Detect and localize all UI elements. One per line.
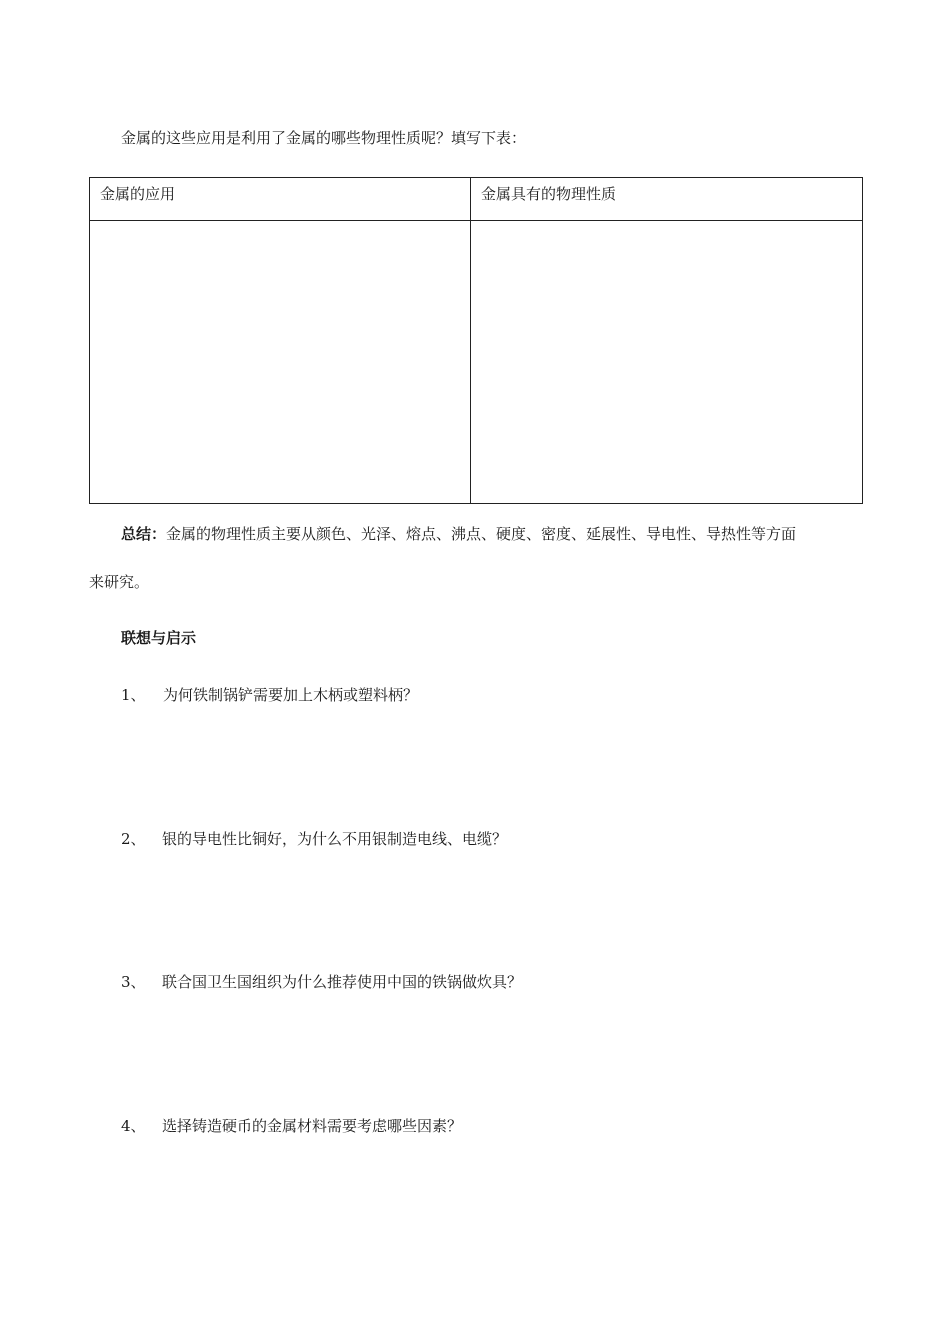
question-number: 4、 — [121, 1117, 146, 1135]
section-heading: 联想与启示 — [121, 629, 197, 647]
fill-in-table — [89, 177, 863, 504]
question-text: 银的导电性比铜好，为什么不用银制造电线、电缆？ — [162, 830, 508, 848]
table-cell-property-blank[interactable] — [471, 221, 863, 504]
question-text: 为何铁制锅铲需要加上木柄或塑料柄？ — [163, 686, 419, 704]
table-header-application: 金属的应用 — [90, 178, 471, 221]
question-text: 选择铸造硬币的金属材料需要考虑哪些因素？ — [162, 1117, 463, 1135]
table-cell-application-blank[interactable] — [90, 221, 471, 504]
question-number: 1、 — [121, 686, 146, 704]
summary-paragraph — [121, 524, 796, 544]
question-number: 2、 — [121, 830, 146, 848]
intro-paragraph: 金属的这些应用是利用了金属的哪些物理性质呢？填写下表： — [121, 129, 527, 147]
question-number: 3、 — [121, 973, 146, 991]
question-text: 联合国卫生国组织为什么推荐使用中国的铁锅做炊具？ — [162, 973, 523, 991]
summary-text: 金属的物理性质主要从颜色、光泽、熔点、沸点、硬度、密度、延展性、导电性、导热性等方面 — [166, 525, 797, 543]
summary-continuation: 来研究。 — [89, 573, 150, 591]
summary-label: 总结： — [121, 525, 167, 543]
table-header-physical-property: 金属具有的物理性质 — [471, 178, 863, 221]
